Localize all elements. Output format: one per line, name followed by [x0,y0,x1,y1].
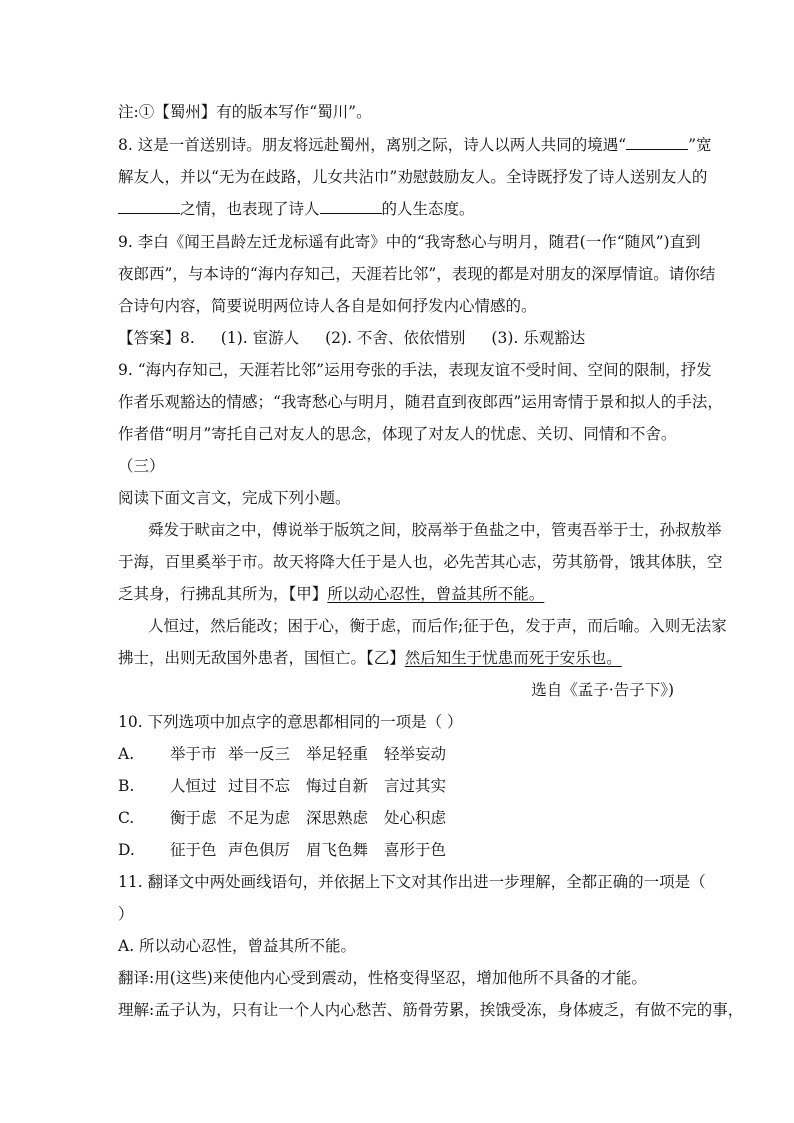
q8-text-c: 之情，也表现了诗人 [180,200,320,218]
option-word: 举足轻重 [306,745,369,763]
answer-1: (1). 宦游人 [220,329,300,347]
q10-option-a [118,744,678,764]
answer-blank-3 [320,199,382,214]
option-word: 人恒过 [170,777,217,795]
option-letter: A. [118,745,135,763]
q9-line-1: 9. 李白《闻王昌龄左迁龙标遥有此寄》中的“我寄愁心与明月，随君(一作“随风”)直到 [118,233,701,251]
option-word: 言过其实 [384,777,447,795]
q11-stem: 11. 翻译文中两处画线语句，并依据上下文对其作出进一步理解，全都正确的一项是（ [118,873,706,891]
option-word: 处心积虑 [384,809,447,827]
option-word: 深思熟虑 [306,809,369,827]
option-word: 过目不忘 [228,777,291,795]
section-heading: （三） [118,457,165,475]
q10-option-b [118,776,678,796]
q11-stem-end: ） [118,905,134,923]
answer-label: 【答案】8. [118,329,195,347]
a9-line-2: 作者乐观豁达的情感；“我寄愁心与明月，随君直到夜郎西”运用寄情于景和拟人的手法， [118,393,723,411]
option-word: 声色俱厉 [228,841,291,859]
passage-p2-line-1: 人恒过，然后能改；困于心，衡于虑，而后作;征于色，发于声，而后喻。入则无法家 [148,617,727,635]
passage-p2-line-2 [118,648,678,668]
passage-p1-line-2: 于海，百里奚举于市。故天将降大任于是人也，必先苦其心志，劳其筋骨，饿其体肤，空 [118,553,723,571]
q8-text-d: 的人生态度。 [381,200,475,218]
q11-option-a: A. 所以动心忍性，曾益其所不能。 [118,937,357,955]
option-word: 举于市 [170,745,217,763]
answer-line [118,328,678,348]
option-letter: C. [118,809,135,827]
option-word: 不足为虑 [228,809,291,827]
q9-line-2: 夜郎西”，与本诗的“海内存知己，天涯若比邻”，表现的都是对朋友的深厚情谊。请你结 [118,265,716,283]
q10-stem: 10. 下列选项中加点字的意思都相同的一项是（ ） [118,713,463,731]
q9-line-3: 合诗句内容，简要说明两位诗人各自是如何抒发内心情感的。 [118,297,537,315]
answer-3: (3). 乐观豁达 [491,329,586,347]
option-word: 眉飞色舞 [306,841,369,859]
q8-line-3 [118,199,678,219]
q11-translation: 翻译:用(这些)来使他内心受到震动，性格变得坚忍，增加他所不具备的才能。 [118,969,647,987]
passage-text: 乏其身，行拂乱其所为，【甲】 [118,585,328,603]
instruction: 阅读下面文言文，完成下列小题。 [118,489,351,507]
option-letter: D. [118,841,135,859]
q8-text-b: ”宽 [688,136,712,154]
q8-line-2: 解友人，并以“无为在歧路，儿女共沾巾”劝慰鼓励友人。全诗既抒发了诗人送别友人的 [118,168,708,186]
q10-option-d [118,840,678,860]
option-word: 征于色 [170,841,217,859]
answer-blank-1 [626,135,688,150]
a9-line-3: 作者借“明月”寄托自己对友人的思念，体现了对友人的忧虑、关切、同情和不舍。 [118,425,677,443]
option-word: 悔过自新 [306,777,369,795]
answer-blank-2 [118,199,180,214]
passage-text: 拂士，出则无敌国外患者，国恒亡。【乙】 [118,649,405,667]
a9-line-1: 9. “海内存知己，天涯若比邻”运用夸张的手法，表现友谊不受时间、空间的限制，抒发 [118,361,712,379]
option-word: 轻举妄动 [384,745,447,763]
underlined-sentence-jia: 所以动心忍性，曾益其所不能。 [327,585,545,603]
q11-understanding: 理解:孟子认为，只有让一个人内心愁苦、筋骨劳累，挨饿受冻，身体疲乏，有做不完的事， [118,1001,744,1019]
q8-text-a: 8. 这是一首送别诗。朋友将远赴蜀州，离别之际，诗人以两人共同的境遇“ [118,136,627,154]
source-citation: 选自《孟子·告子下》) [531,681,674,699]
passage-p1-line-1: 舜发于畎亩之中，傅说举于版筑之间，胶鬲举于鱼盐之中，管夷吾举于士，孙叔敖举 [148,521,722,539]
q8-line-1 [118,135,712,155]
underlined-sentence-yi: 然后知生于忧患而死于安乐也。 [404,649,622,667]
option-word: 喜形于色 [384,841,447,859]
passage-p1-line-3 [118,584,678,604]
option-letter: B. [118,777,135,795]
q10-option-c [118,808,678,828]
option-word: 举一反三 [228,745,291,763]
option-word: 衡于虑 [170,809,217,827]
footnote: 注:①【蜀州】有的版本写作“蜀川”。 [118,103,372,121]
answer-2: (2). 不舍、依依惜别 [325,329,466,347]
